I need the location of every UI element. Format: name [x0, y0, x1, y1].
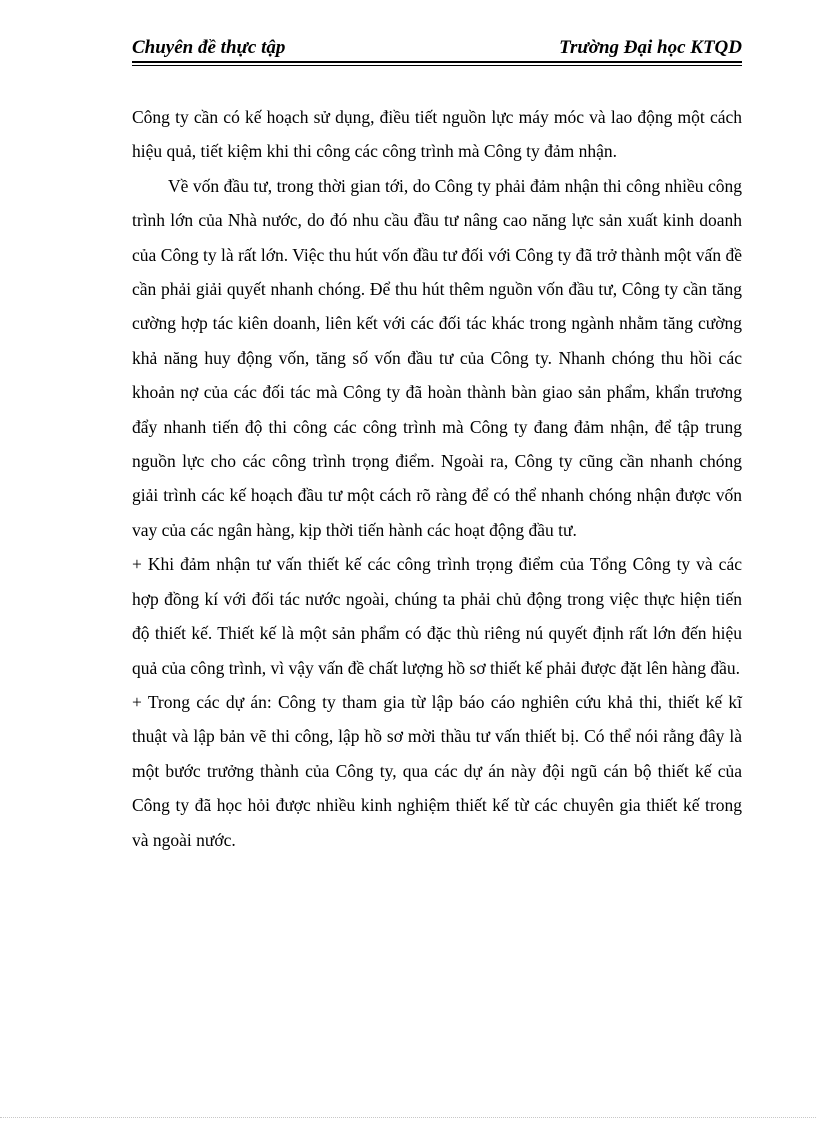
paragraph-design-consulting: + Khi đảm nhận tư vấn thiết kế các công trình trọng điểm của Tổng Công ty và các hợp đồng kí với đối tác nước ngoài, chúng ta phải chủ động trong việc thực hiện tiến độ thiết kế. Thiết kế là một sản phẩm có đặc thù riêng nú quyết định rất lớn đến hiệu quả của công trình, vì vậy vấn đề chất lượng hồ sơ thiết kế phải được đặt lên hàng đầu.: [132, 554, 742, 678]
paragraph-continuation: Công ty cần có kế hoạch sử dụng, điều tiết nguồn lực máy móc và lao động một cách hiệu quả, tiết kiệm khi thi công các công trình mà Công ty đảm nhận.: [132, 107, 742, 162]
paragraph-projects: + Trong các dự án: Công ty tham gia từ lập báo cáo nghiên cứu khả thi, thiết kế kĩ thuật và lập bản vẽ thi công, lập hồ sơ mời thầu tư vấn thiết bị. Có thể nói rằng đây là một bước trưởng thành của Công ty, qua các dự án này đội ngũ cán bộ thiết kế của Công ty đã học hỏi được nhiều kinh nghiệm thiết kế từ các chuyên gia thiết kế trong và ngoài nước.: [132, 691, 742, 850]
page-bottom-border: [0, 1117, 816, 1118]
header-document-title: Chuyên đề thực tập: [132, 37, 286, 58]
page-header: [132, 37, 742, 59]
header-institution: Trường Đại học KTQD: [559, 37, 742, 58]
paragraph-investment-capital: Về vốn đầu tư, trong thời gian tới, do Công ty phải đảm nhận thi công nhiều công trình lớn của Nhà nước, do đó nhu cầu đầu tư nâng cao năng lực sản xuất kinh doanh của Công ty là rất lớn. Việc thu hút vốn đầu tư đối với Công ty đã trở thành một vấn đề cần phải giải quyết nhanh chóng. Để thu hút thêm nguồn vốn đầu tư, Công ty cần tăng cường hợp tác kiên doanh, liên kết với các đối tác khác trong ngành nhằm tăng cường khả năng huy động vốn, tăng số vốn đầu tư của Công ty. Nhanh chóng thu hồi các khoản nợ của các đối tác mà Công ty đã hoàn thành bàn giao sản phẩm, khẩn trương đẩy nhanh tiến độ thi công các công trình mà Công ty đang đảm nhận, để tập trung nguồn lực cho các công trình trọng điểm. Ngoài ra, Công ty cũng cần nhanh chóng giải trình các kế hoạch đầu tư một cách rõ ràng để có thể nhanh chóng nhận được vốn vay của các ngân hàng, kịp thời tiến hành các hoạt động đầu tư.: [132, 175, 742, 540]
header-rule-thin: [132, 65, 742, 66]
body-text: [132, 100, 742, 857]
header-rule-thick: [132, 61, 742, 63]
